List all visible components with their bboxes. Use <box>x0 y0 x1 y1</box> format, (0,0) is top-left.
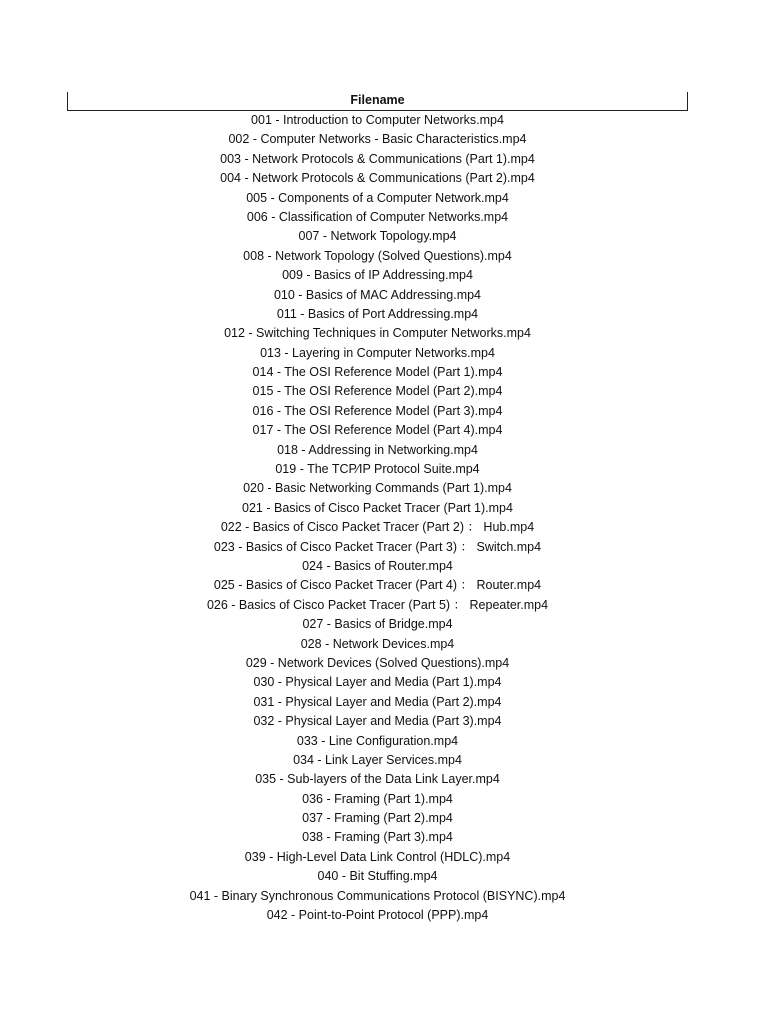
table-row: 024 - Basics of Router.mp4 <box>302 558 453 573</box>
table-row: 036 - Framing (Part 1).mp4 <box>302 791 453 806</box>
table-row: 029 - Network Devices (Solved Questions).mp4 <box>245 655 510 670</box>
table-row: 034 - Link Layer Services.mp4 <box>293 752 462 767</box>
table-row: 004 - Network Protocols & Communications (Part 2).mp4 <box>220 171 535 186</box>
filename-column-header: Filename <box>67 92 688 111</box>
table-row: 014 - The OSI Reference Model (Part 1).mp4 <box>252 365 503 380</box>
table-row: 025 - Basics of Cisco Packet Tracer (Part 4) ： Router.mp4 <box>213 578 542 593</box>
table-row: 019 - The TCP⁄IP Protocol Suite.mp4 <box>275 462 480 477</box>
table-row: 016 - The OSI Reference Model (Part 3).mp4 <box>252 403 503 418</box>
table-row: 006 - Classification of Computer Networks.mp4 <box>246 209 509 224</box>
table-row: 012 - Switching Techniques in Computer Networks.mp4 <box>224 326 531 341</box>
table-row: 026 - Basics of Cisco Packet Tracer (Part 5) ： Repeater.mp4 <box>206 597 549 612</box>
table-row: 017 - The OSI Reference Model (Part 4).mp4 <box>252 423 503 438</box>
table-row: 020 - Basic Networking Commands (Part 1).mp4 <box>243 481 512 496</box>
table-row: 031 - Physical Layer and Media (Part 2).mp4 <box>253 694 502 709</box>
table-row: 041 - Binary Synchronous Communications Protocol (BISYNC).mp4 <box>189 888 566 903</box>
table-row: 021 - Basics of Cisco Packet Tracer (Part 1).mp4 <box>242 500 513 515</box>
table-row: 002 - Computer Networks - Basic Characteristics.mp4 <box>228 132 527 147</box>
table-row: 009 - Basics of IP Addressing.mp4 <box>282 268 473 283</box>
table-row: 035 - Sub-layers of the Data Link Layer.mp4 <box>255 772 500 787</box>
table-row: 007 - Network Topology.mp4 <box>298 229 457 244</box>
table-row: 001 - Introduction to Computer Networks.mp4 <box>251 113 504 127</box>
table-row: 022 - Basics of Cisco Packet Tracer (Part 2) ： Hub.mp4 <box>220 520 535 535</box>
table-row: 003 - Network Protocols & Communications (Part 1).mp4 <box>220 151 535 166</box>
table-row: 018 - Addressing in Networking.mp4 <box>277 442 478 457</box>
table-row: 042 - Point-to-Point Protocol (PPP).mp4 <box>266 908 489 923</box>
table-row: 010 - Basics of MAC Addressing.mp4 <box>273 287 482 302</box>
table-row: 033 - Line Configuration.mp4 <box>296 733 459 748</box>
table-row: 040 - Bit Stuffing.mp4 <box>317 869 438 884</box>
filename-table <box>67 92 688 925</box>
table-row: 037 - Framing (Part 2).mp4 <box>302 811 453 826</box>
table-row: 038 - Framing (Part 3).mp4 <box>302 830 453 845</box>
table-row: 005 - Components of a Computer Network.mp4 <box>246 190 509 205</box>
table-row: 011 - Basics of Port Addressing.mp4 <box>276 306 479 321</box>
table-row: 030 - Physical Layer and Media (Part 1).mp4 <box>253 675 502 690</box>
table-row: 023 - Basics of Cisco Packet Tracer (Part 3) ： Switch.mp4 <box>213 539 542 554</box>
table-row: 032 - Physical Layer and Media (Part 3).mp4 <box>253 714 502 729</box>
table-row: 015 - The OSI Reference Model (Part 2).mp4 <box>252 384 503 399</box>
table-row: 028 - Network Devices.mp4 <box>300 636 455 651</box>
table-row: 013 - Layering in Computer Networks.mp4 <box>260 345 495 360</box>
table-row: 008 - Network Topology (Solved Questions).mp4 <box>243 248 512 263</box>
table-row: 039 - High-Level Data Link Control (HDLC).mp4 <box>244 849 511 864</box>
table-row: 027 - Basics of Bridge.mp4 <box>302 617 453 632</box>
filename-list <box>67 111 688 925</box>
